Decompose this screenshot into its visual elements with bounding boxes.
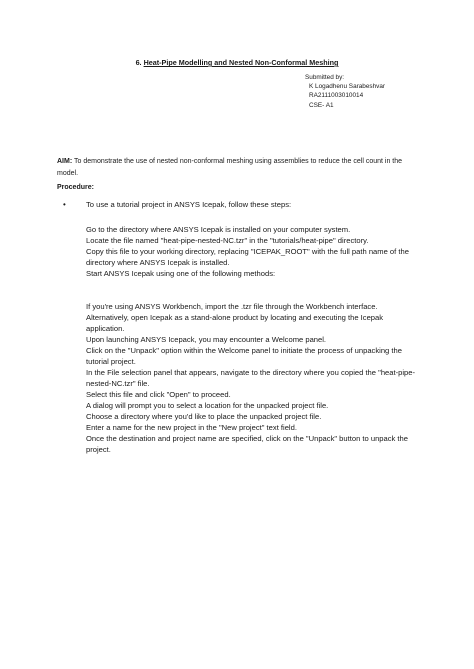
title-text: Heat-Pipe Modelling and Nested Non-Conformal Meshing — [143, 58, 339, 67]
step-line: Alternatively, open Icepak as a stand-alone product by locating and executing the Icepak application. — [86, 313, 384, 333]
step-line: Enter a name for the new project in the "New project" text field. — [86, 423, 297, 432]
aim-label: AIM: — [57, 158, 73, 165]
submitted-by-block — [305, 73, 385, 110]
step-line: If you're using ANSYS Workbench, import the .tzr file through the Workbench interface. — [86, 302, 378, 311]
bullet-icon: • — [63, 200, 66, 209]
class-section: CSE- A1 — [309, 101, 334, 109]
step-line: Go to the directory where ANSYS Icepak is installed on your computer system. — [86, 225, 351, 234]
step-line: Click on the "Unpack" option within the Welcome panel to initiate the process of unpacking the tutorial project. — [86, 346, 402, 366]
aim-text: To demonstrate the use of nested non-conformal meshing using assemblies to reduce the cell count in the model. — [57, 158, 403, 177]
step-line: Start ANSYS Icepak using one of the following methods: — [86, 269, 276, 278]
aim-paragraph — [57, 156, 417, 180]
step-line: Select this file and click "Open" to proceed. — [86, 390, 231, 399]
document-title — [0, 58, 474, 67]
procedure-heading: Procedure: — [57, 184, 94, 191]
submitted-label: Submitted by: — [305, 74, 345, 81]
step-line: A dialog will prompt you to select a location for the unpacked project file. — [86, 401, 329, 410]
author-name: K Logadhenu Sarabeshvar — [309, 83, 386, 91]
procedure-steps-block-1 — [86, 224, 416, 279]
step-line: Upon launching ANSYS Icepack, you may encounter a Welcome panel. — [86, 335, 327, 344]
step-line: Once the destination and project name are specified, click on the "Unpack" button to unpack the project. — [86, 434, 408, 454]
step-line: Choose a directory where you'd like to place the unpacked project file. — [86, 412, 322, 421]
step-line: Locate the file named "heat-pipe-nested-NC.tzr" in the "tutorials/heat-pipe" directory. — [86, 236, 369, 245]
procedure-steps-block-2 — [86, 301, 416, 455]
step-line: Copy this file to your working directory, replacing "ICEPAK_ROOT" with the full path name of the directory where ANSYS Icepak is installed. — [86, 247, 409, 267]
bullet-intro: To use a tutorial project in ANSYS Icepak, follow these steps: — [86, 200, 292, 209]
title-number: 6. — [135, 58, 144, 67]
registration-number: RA2111003010014 — [309, 92, 364, 100]
step-line: In the File selection panel that appears, navigate to the directory where you copied the "heat-pipe-nested-NC.tzr" file. — [86, 368, 416, 388]
